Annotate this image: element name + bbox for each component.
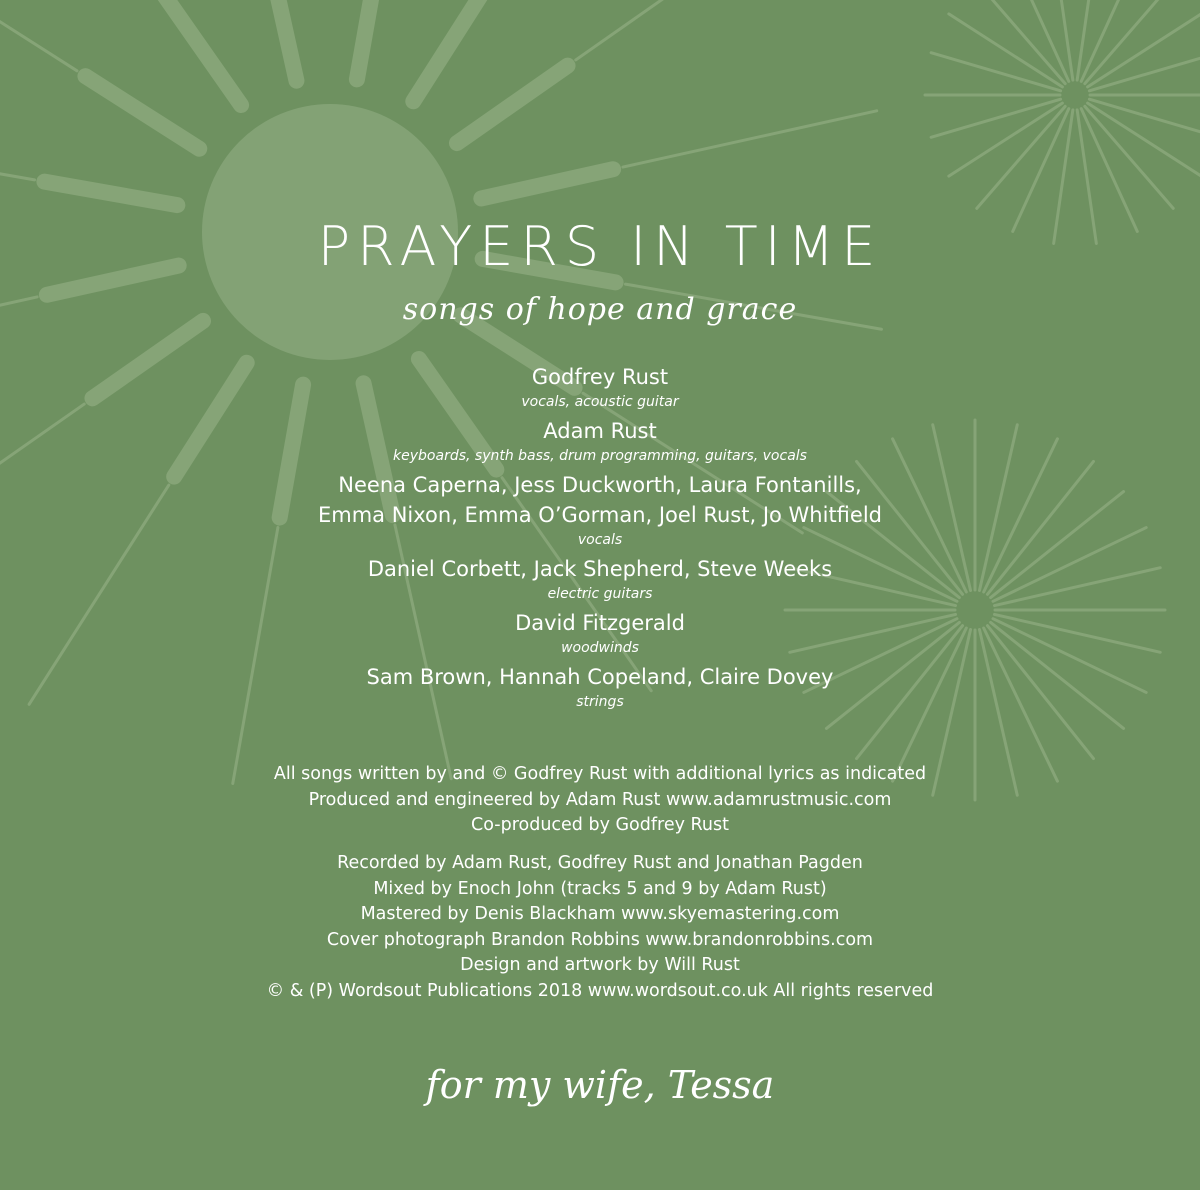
production-line: Produced and engineered by Adam Rust www.adamrustmusic.com — [308, 789, 892, 810]
detail-line: Cover photograph Brandon Robbins www.brandonrobbins.com — [326, 929, 874, 950]
credit-names: Sam Brown, Hannah Copeland, Claire Dovey — [366, 665, 834, 689]
detail-line: Mastered by Denis Blackham www.skyemastering.com — [360, 904, 840, 924]
production-credits — [0, 762, 1200, 839]
credit-role: woodwinds — [561, 640, 639, 656]
album-title: PRAYERS IN TIME — [317, 215, 883, 278]
recording-credits — [0, 851, 1200, 1004]
musician-credits — [0, 362, 1200, 716]
detail-line: © & (P) Wordsout Publications 2018 www.wordsout.co.uk All rights reserved — [266, 980, 934, 1001]
credit-role: strings — [576, 694, 624, 710]
credit-names: Neena Caperna, Jess Duckworth, Laura Fontanills, — [338, 473, 862, 497]
credit-role: vocals, acoustic guitar — [521, 394, 679, 410]
credit-block — [0, 362, 1200, 412]
credit-block — [0, 662, 1200, 712]
detail-line: Design and artwork by Will Rust — [460, 955, 740, 975]
album-subtitle: songs of hope and grace — [402, 292, 798, 327]
credit-names: Godfrey Rust — [531, 365, 669, 389]
credit-names: Emma Nixon, Emma O’Gorman, Joel Rust, Jo Whitfield — [318, 503, 882, 527]
credit-block — [0, 554, 1200, 604]
credit-block — [0, 416, 1200, 466]
production-line: Co-produced by Godfrey Rust — [471, 815, 729, 835]
dedication: for my wife, Tessa — [425, 1063, 775, 1107]
credit-names: Adam Rust — [543, 419, 657, 443]
credit-names: Daniel Corbett, Jack Shepherd, Steve Weeks — [367, 557, 833, 581]
credit-block — [0, 608, 1200, 658]
production-line: All songs written by and © Godfrey Rust with additional lyrics as indicated — [273, 764, 927, 784]
credit-role: electric guitars — [547, 586, 653, 602]
credit-names: David Fitzgerald — [515, 611, 685, 635]
detail-line: Recorded by Adam Rust, Godfrey Rust and Jonathan Pagden — [337, 853, 863, 873]
detail-line: Mixed by Enoch John (tracks 5 and 9 by Adam Rust) — [373, 878, 827, 899]
credit-role: keyboards, synth bass, drum programming, guitars, vocals — [393, 448, 807, 464]
credit-role: vocals — [577, 532, 623, 548]
credit-block — [0, 470, 1200, 550]
